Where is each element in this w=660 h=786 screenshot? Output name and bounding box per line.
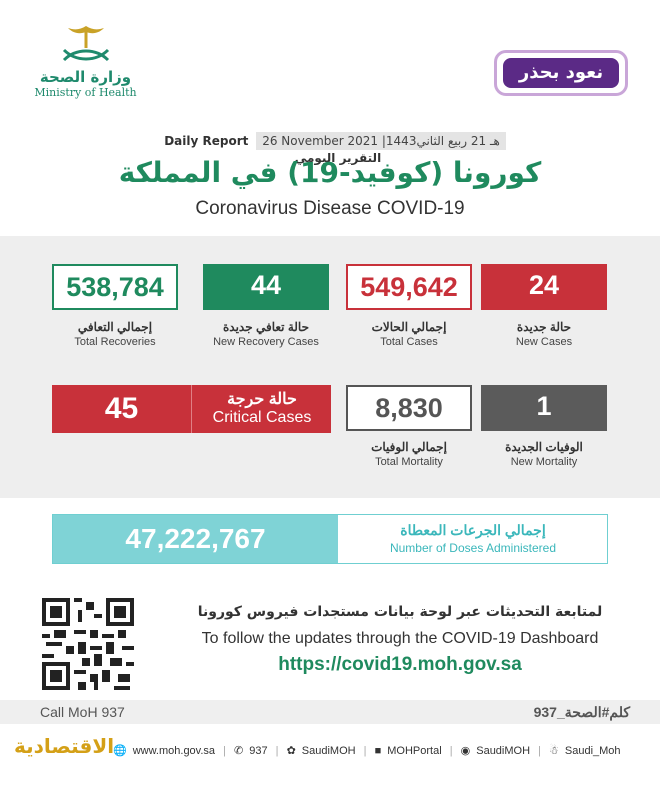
new-recovery-label xyxy=(196,320,336,348)
total-mortality-value: 8,830 xyxy=(375,393,443,423)
new-cases-card xyxy=(481,264,607,310)
moh-logo xyxy=(28,22,143,122)
dashboard-text-ar: لمتابعة التحديثات عبر لوحة بيانات مستجدات فيروس كورونا xyxy=(197,604,603,620)
new-recovery-value: 44 xyxy=(250,270,282,300)
total-recoveries-label-en: Total Recoveries xyxy=(74,336,156,348)
critical-cases-label-en: Critical Cases xyxy=(212,409,312,426)
new-mortality-value: 1 xyxy=(536,391,552,421)
doses-card xyxy=(52,514,608,564)
slogan-badge xyxy=(494,50,628,96)
total-cases-card xyxy=(346,264,472,310)
new-mortality-label xyxy=(474,440,614,468)
dashboard-text-en: To follow the updates through the COVID-19 Dashboard xyxy=(201,630,599,647)
total-cases-label-en: Total Cases xyxy=(380,336,438,348)
new-mortality-label-en: New Mortality xyxy=(510,456,578,468)
portal-icon: ■ xyxy=(374,745,382,757)
qr-code[interactable] xyxy=(42,598,134,690)
total-recoveries-label-ar: إجمالي التعافي xyxy=(77,320,153,334)
social-links: 🌐 www.moh.gov.sa | ✆ 937 | ✿ SaudiMOH | ■ MOHPortal | ◉ SaudiMOH | ☃ Saudi_Moh xyxy=(113,745,621,757)
new-cases-label-ar: حالة جديدة xyxy=(516,320,572,334)
snapchat-icon: ☃ xyxy=(549,745,559,757)
hashtag-text: كلم#الصحة_937 xyxy=(533,704,630,720)
page-title-en: Coronavirus Disease COVID-19 xyxy=(195,198,465,219)
new-mortality-label-ar: الوفيات الجديدة xyxy=(505,440,583,454)
twitter-link[interactable]: SaudiMOH xyxy=(301,745,356,757)
publisher-logo: الاقتصادية xyxy=(14,734,115,758)
new-mortality-card xyxy=(481,385,607,431)
total-cases-value: 549,642 xyxy=(360,272,458,302)
new-recovery-label-ar: حالة تعافي جديدة xyxy=(223,320,309,334)
moh-name-en: Ministry of Health xyxy=(34,86,137,99)
new-cases-label-en: New Cases xyxy=(515,336,573,348)
report-date: 26 November 2021 |1443هـ 21 ربيع الثاني xyxy=(256,132,506,150)
twitter-icon: ✿ xyxy=(286,745,296,757)
total-mortality-card xyxy=(346,385,472,431)
palm-swords-icon xyxy=(56,22,116,66)
slogan-text: نعود بحذر xyxy=(503,58,619,88)
snapchat-link[interactable]: Saudi_Moh xyxy=(564,745,621,757)
phone-icon: ✆ xyxy=(234,745,244,757)
doses-label xyxy=(339,522,607,555)
critical-cases-value: 45 xyxy=(52,385,192,433)
new-recovery-card xyxy=(203,264,329,310)
qr-code-icon xyxy=(42,598,134,690)
report-label-ar: التقرير اليومي xyxy=(294,150,382,165)
report-line xyxy=(120,132,550,165)
doses-label-en: Number of Doses Administered xyxy=(389,541,557,555)
total-recoveries-label xyxy=(45,320,185,348)
globe-icon: 🌐 xyxy=(113,745,127,757)
instagram-link[interactable]: SaudiMOH xyxy=(476,745,531,757)
doses-value: 47,222,767 xyxy=(53,515,338,563)
total-mortality-label-ar: إجمالي الوفيات xyxy=(371,440,447,454)
doses-label-ar: إجمالي الجرعات المعطاة xyxy=(400,522,546,538)
total-cases-label xyxy=(339,320,479,348)
new-cases-value: 24 xyxy=(528,270,560,300)
total-recoveries-card xyxy=(52,264,178,310)
critical-cases-card xyxy=(52,385,331,433)
moh-name-ar: وزارة الصحة xyxy=(39,68,132,86)
website-link[interactable]: www.moh.gov.sa xyxy=(132,745,216,757)
call-moh-text: Call MoH 937 xyxy=(40,704,125,720)
total-cases-label-ar: إجمالي الحالات xyxy=(371,320,447,334)
instagram-icon: ◉ xyxy=(460,745,471,757)
critical-cases-label xyxy=(193,389,331,427)
footer-bar xyxy=(0,700,660,724)
total-recoveries-value: 538,784 xyxy=(66,272,164,302)
report-label-en: Daily Report xyxy=(164,134,249,148)
page-title-ar: كورونا (كوفيد-19) في المملكة xyxy=(118,156,542,189)
total-mortality-label-en: Total Mortality xyxy=(375,456,443,468)
new-cases-label xyxy=(474,320,614,348)
new-recovery-label-en: New Recovery Cases xyxy=(213,336,319,348)
critical-cases-label-ar: حالة حرجة xyxy=(227,391,297,408)
portal-link[interactable]: MOHPortal xyxy=(387,745,442,757)
total-mortality-label xyxy=(339,440,479,468)
dashboard-link[interactable]: https://covid19.moh.gov.sa xyxy=(278,654,522,675)
phone-number[interactable]: 937 xyxy=(249,745,268,757)
